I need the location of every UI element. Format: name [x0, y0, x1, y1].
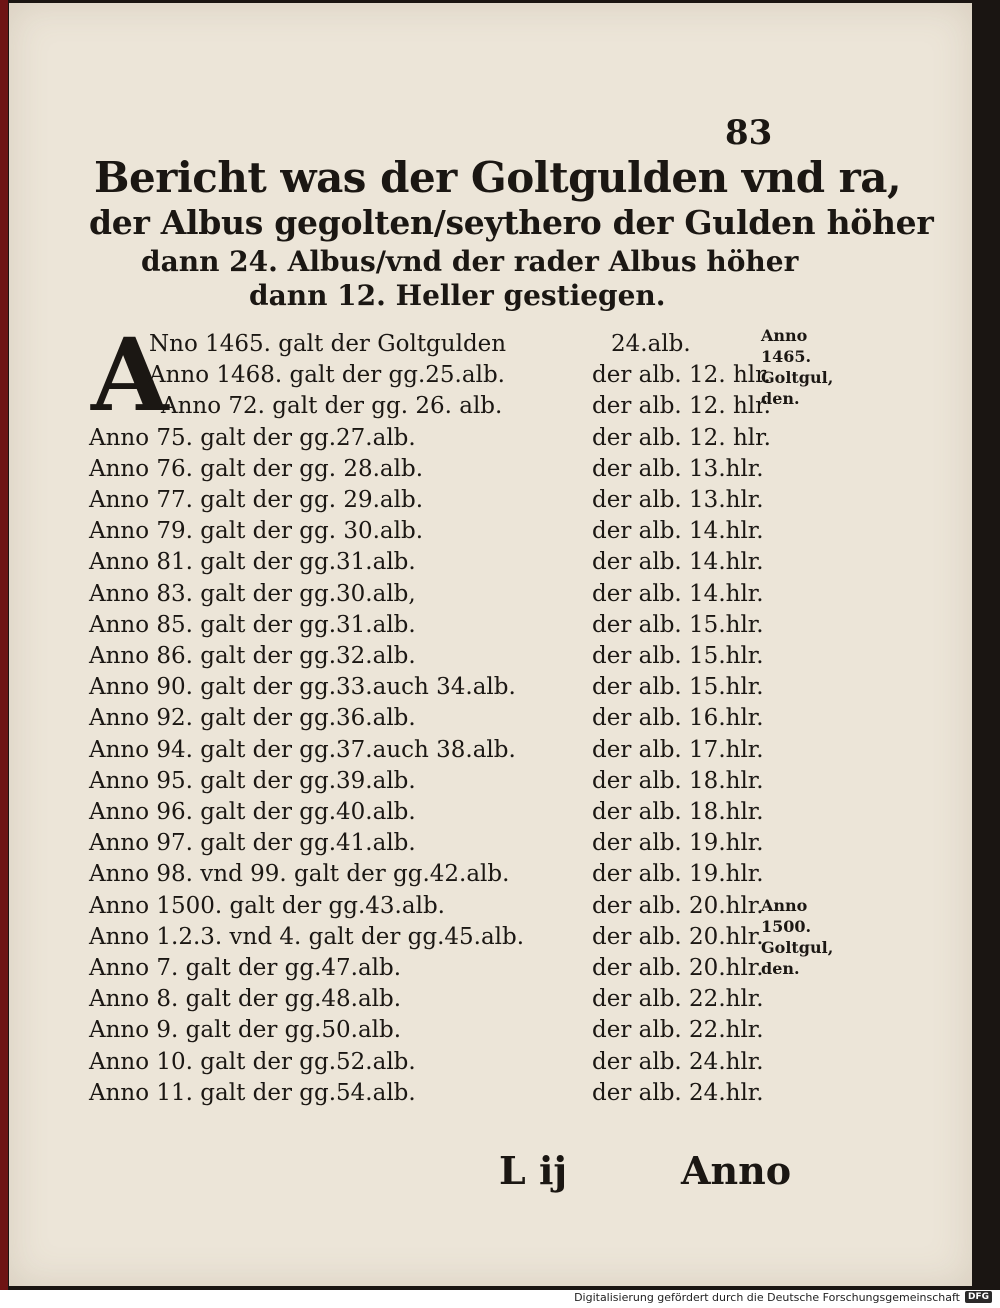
table-row — [9, 423, 972, 454]
row-year-value: Anno 72. galt der gg. 26. alb. — [161, 393, 503, 420]
row-year-value: Anno 1500. galt der gg.43.alb. — [89, 892, 445, 919]
margin-note-line: den. — [761, 959, 800, 978]
row-heller-value: der alb. 18.hlr. — [592, 799, 764, 825]
table-row — [9, 454, 972, 485]
title-line-2: der Albus gegolten/seythero der Gulden höher — [89, 203, 934, 242]
margin-note-line: Goltgul, — [761, 368, 834, 387]
row-heller-value: der alb. 13.hlr. — [592, 487, 764, 513]
row-year-value: Nno 1465. galt der Goltgulden — [149, 331, 507, 357]
row-year-value: Anno 9. galt der gg.50.alb. — [89, 1017, 402, 1044]
row-heller-value: der alb. 12. hlr. — [592, 424, 771, 451]
margin-note-line: Goltgul, — [761, 938, 834, 957]
table-row — [9, 766, 972, 797]
table-row — [9, 547, 972, 578]
row-year-value: Anno 85. galt der gg.31.alb. — [89, 611, 416, 638]
table-row — [9, 485, 972, 516]
table-row — [9, 516, 972, 547]
digitization-credit: Digitalisierung gefördert durch die Deutsche Forschungsgemeinschaft — [574, 1291, 960, 1304]
row-heller-value: der alb. 20.hlr. — [592, 923, 764, 950]
row-heller-value: der alb. 14.hlr. — [592, 518, 764, 545]
table-row — [9, 1015, 972, 1046]
title-line-1: Bericht was der Goltgulden vnd ra, — [94, 153, 902, 202]
row-year-value: Anno 86. galt der gg.32.alb. — [89, 643, 416, 669]
row-year-value: Anno 83. galt der gg.30.alb, — [89, 580, 416, 607]
table-row — [9, 735, 972, 766]
row-year-value: Anno 77. galt der gg. 29.alb. — [89, 487, 424, 513]
row-year-value: Anno 76. galt der gg. 28.alb. — [89, 455, 424, 482]
row-heller-value: der alb. 19.hlr. — [592, 830, 764, 857]
margin-note-1465 — [761, 325, 833, 409]
row-heller-value: der alb. 12. hlr. — [592, 362, 771, 389]
row-heller-value: der alb. 15.hlr. — [592, 643, 764, 669]
row-year-value: Anno 96. galt der gg.40.alb. — [89, 799, 416, 825]
row-year-value: Anno 79. galt der gg. 30.alb. — [89, 518, 424, 545]
row-year-value: Anno 92. galt der gg.36.alb. — [89, 705, 416, 732]
row-year-value: Anno 94. galt der gg.37.auch 38.alb. — [89, 736, 516, 763]
table-row — [9, 1078, 972, 1109]
row-heller-value: der alb. 20.hlr. — [592, 955, 764, 981]
row-heller-value: der alb. 22.hlr. — [592, 986, 764, 1013]
table-row — [9, 641, 972, 672]
row-year-value: Anno 7. galt der gg.47.alb. — [89, 955, 402, 981]
table-row — [9, 672, 972, 703]
page-number: 83 — [725, 113, 773, 153]
drop-capital: A — [91, 316, 169, 434]
table-row — [9, 1047, 972, 1078]
row-year-value: Anno 1.2.3. vnd 4. galt der gg.45.alb. — [89, 923, 525, 950]
book-edge — [0, 0, 8, 1290]
row-heller-value: der alb. 15.hlr. — [592, 611, 764, 638]
book-page — [9, 3, 972, 1286]
row-heller-value: der alb. 24.hlr. — [592, 1048, 764, 1075]
row-heller-value: der alb. 22.hlr. — [592, 1017, 764, 1044]
table-row — [9, 859, 972, 890]
row-heller-value: 24.alb. — [611, 331, 691, 357]
row-heller-value: der alb. 18.hlr. — [592, 767, 764, 794]
row-year-value: Anno 8. galt der gg.48.alb. — [89, 986, 402, 1013]
margin-note-1500 — [761, 895, 833, 979]
row-year-value: Anno 97. galt der gg.41.alb. — [89, 830, 416, 857]
row-year-value: Anno 90. galt der gg.33.auch 34.alb. — [89, 674, 516, 701]
row-year-value: Anno 81. galt der gg.31.alb. — [89, 549, 416, 576]
row-heller-value: der alb. 14.hlr. — [592, 549, 764, 576]
catchword: Anno — [681, 1148, 792, 1193]
row-heller-value: der alb. 14.hlr. — [592, 580, 764, 607]
row-heller-value: der alb. 20.hlr. — [592, 892, 764, 919]
row-heller-value: der alb. 16.hlr. — [592, 705, 764, 732]
row-year-value: Anno 75. galt der gg.27.alb. — [89, 424, 416, 451]
row-heller-value: der alb. 13.hlr. — [592, 455, 764, 482]
title-line-3: dann 24. Albus/vnd der rader Albus höher — [141, 245, 799, 278]
signature-mark: L ij — [499, 1148, 568, 1193]
title-line-4: dann 12. Heller gestiegen. — [249, 279, 666, 312]
margin-note-line: den. — [761, 389, 800, 408]
table-row — [9, 828, 972, 859]
table-row — [9, 579, 972, 610]
margin-note-line: 1465. — [761, 347, 812, 366]
row-year-value: Anno 98. vnd 99. galt der gg.42.alb. — [89, 861, 510, 888]
table-row — [9, 984, 972, 1015]
row-heller-value: der alb. 24.hlr. — [592, 1079, 764, 1106]
dfg-logo: DFG — [965, 1291, 992, 1303]
table-row — [9, 610, 972, 641]
row-year-value: Anno 95. galt der gg.39.alb. — [89, 767, 416, 794]
row-year-value: Anno 10. galt der gg.52.alb. — [89, 1048, 416, 1075]
row-heller-value: der alb. 19.hlr. — [592, 861, 764, 888]
row-heller-value: der alb. 12. hlr. — [592, 393, 771, 420]
table-row — [9, 703, 972, 734]
row-year-value: Anno 1468. galt der gg.25.alb. — [149, 362, 505, 389]
table-row — [9, 797, 972, 828]
margin-note-line: Anno — [761, 326, 808, 345]
row-heller-value: der alb. 17.hlr. — [592, 736, 764, 763]
margin-note-line: Anno — [761, 896, 808, 915]
row-year-value: Anno 11. galt der gg.54.alb. — [89, 1079, 416, 1106]
row-heller-value: der alb. 15.hlr. — [592, 674, 764, 701]
margin-note-line: 1500. — [761, 917, 812, 936]
